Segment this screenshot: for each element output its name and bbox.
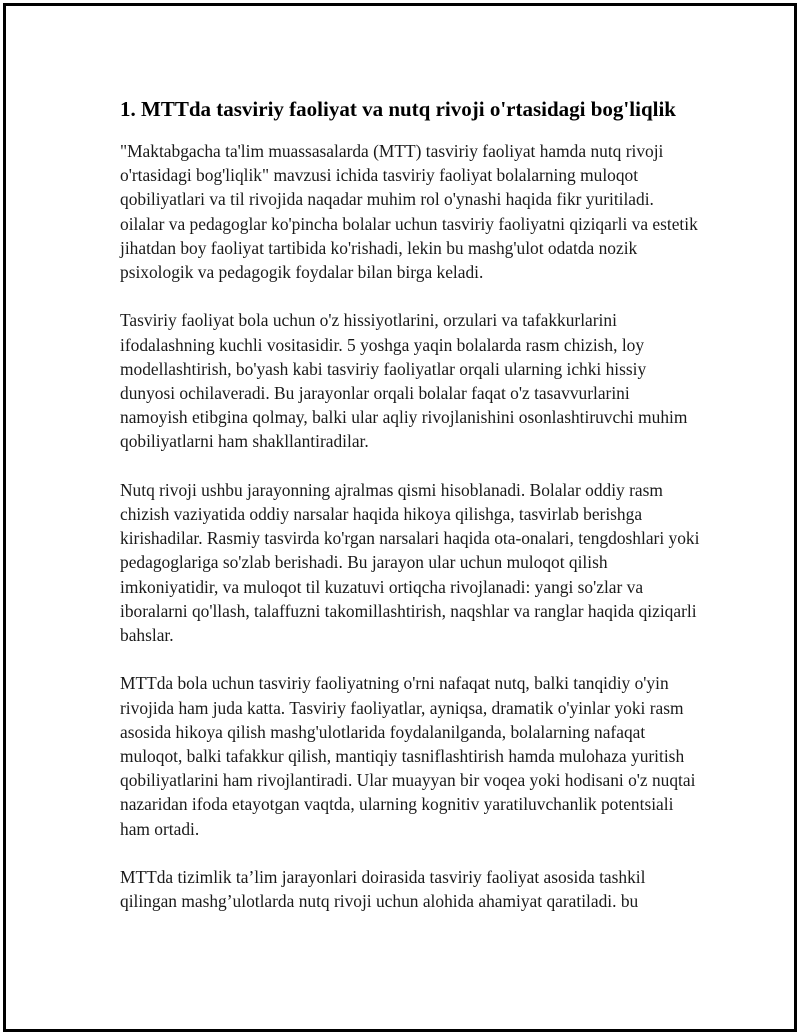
paragraph-1: "Maktabgacha ta'lim muassasalarda (MTT) tasviriy faoliyat hamda nutq rivoji o'rtasidagi bog'liqlik" mavzusi ichida tasviriy faoliyat bolalarning muloqot qobiliyatlari va til rivojida naqadar muhim rol o'ynashi haqida fikr yuritiladi. oilalar va pedagoglar ko'pincha bolalar uchun tasviriy faoliyatni qiziqarli va estetik jihatdan boy faoliyat tartibida ko'rishadi, lekin bu mashg'ulot odatda nozik psixologik va pedagogik foydalar bilan birga keladi.: [120, 141, 698, 283]
paragraph-4: MTTda bola uchun tasviriy faoliyatning o'rni nafaqat nutq, balki tanqidiy o'yin rivojida ham juda katta. Tasviriy faoliyatlar, ayniqsa, dramatik o'yinlar yoki rasm asosida hikoya qilish mashg'ulotlarida foydalanilganda, bolalarning nafaqat muloqot, balki tafakkur qilish, mantiqiy tasniflashtirish hamda mulohaza yuritish qobiliyatlarini ham rivojlantiradi. Ular muayyan bir voqea yoki hodisani o'z nuqtai nazaridan ifoda etayotgan vaqtda, ularning kognitiv yaratiluvchanlik potentsiali ham ortadi.: [120, 673, 696, 839]
page-frame: [3, 3, 797, 1032]
document-body: [120, 94, 700, 938]
section-heading: 1. MTTda tasviriy faoliyat va nutq rivoji o'rtasidagi bog'liqlik: [120, 97, 676, 121]
paragraph-2: Tasviriy faoliyat bola uchun o'z hissiyotlarini, orzulari va tafakkurlarini ifodalashning kuchli vositasidir. 5 yoshga yaqin bolalarda rasm chizish, loy modellashtirish, bo'yash kabi tasviriy faoliyatlar orqali ularning ichki hissiy dunyosi ochilaveradi. Bu jarayonlar orqali bolalar faqat o'z tasavvurlarini namoyish etibgina qolmay, balki ular aqliy rivojlanishini osonlashtiruvchi muhim qobiliyatlarni ham shakllantiradilar.: [120, 310, 688, 452]
paragraph-3: Nutq rivoji ushbu jarayonning ajralmas qismi hisoblanadi. Bolalar oddiy rasm chizish vaziyatida oddiy narsalar haqida hikoya qilishga, tasvirlab berishga kirishadilar. Rasmiy tasvirda ko'rgan narsalari haqida ota-onalari, tengdoshlari yoki pedagoglariga so'zlab berishadi. Bu jarayon ular uchun muloqot qilish imkoniyatidir, va muloqot til kuzatuvi ortiqcha rivojlanadi: yangi so'zlar va iboralarni qo'llash, talaffuzni takomillashtirish, naqshlar va ranglar haqida qiziqarli bahslar.: [120, 479, 700, 646]
paragraph-5: MTTda tizimlik ta’lim jarayonlari doirasida tasviriy faoliyat asosida tashkil qilingan mashg’ulotlarda nutq rivoji uchun alohida ahamiyat qaratiladi. bu: [120, 867, 646, 912]
